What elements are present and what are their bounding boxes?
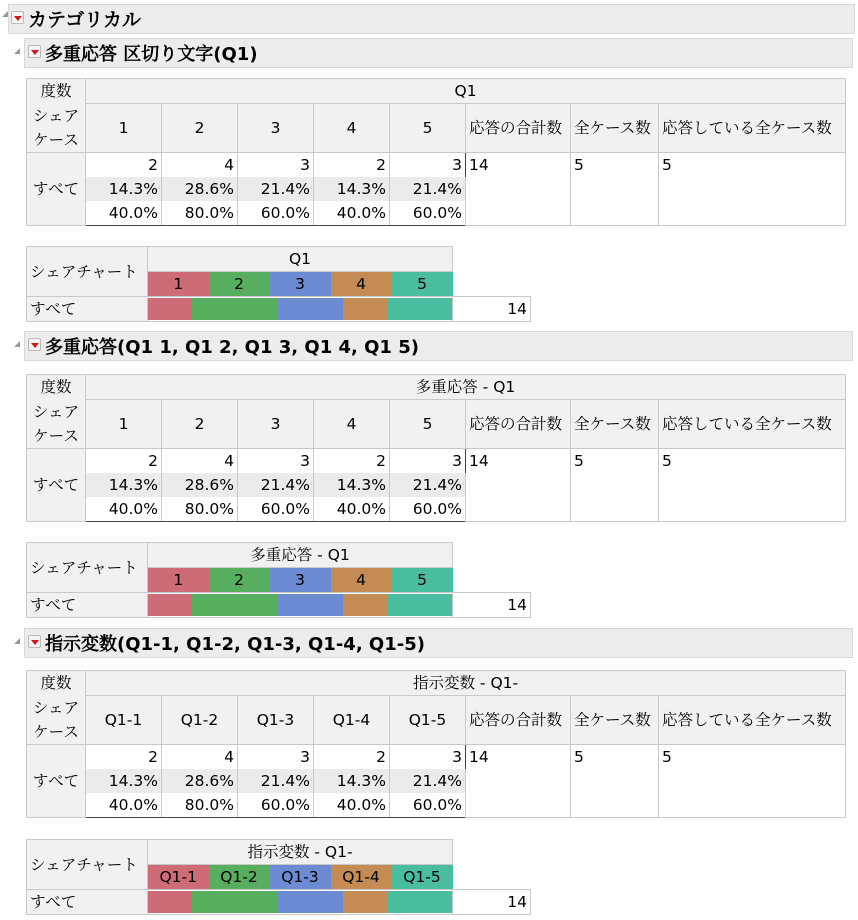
- share-cell: 28.6%: [162, 769, 238, 793]
- share-chart-title: 多重応答 - Q1: [148, 543, 453, 568]
- page-title: カテゴリカル: [28, 9, 142, 31]
- legend-entry: 5: [392, 272, 453, 297]
- case-pct-cell: 60.0%: [390, 201, 466, 226]
- corner-label-share: シェア: [27, 400, 86, 424]
- responding-cases-value: 5: [659, 152, 846, 225]
- group-header: 指示変数 - Q1-: [86, 671, 846, 696]
- legend-entry: Q1-1: [148, 865, 209, 890]
- legend-entry: 1: [148, 272, 209, 297]
- case-pct-cell: 80.0%: [162, 201, 238, 226]
- case-pct-cell: 40.0%: [86, 793, 162, 818]
- count-cell: 4: [162, 744, 238, 769]
- level-header: 1: [86, 104, 162, 153]
- level-header: 1: [86, 400, 162, 449]
- all-cases-value: 5: [571, 152, 659, 225]
- crosstab-table: [26, 374, 846, 522]
- case-pct-cell: 60.0%: [390, 793, 466, 818]
- corner-label-share: シェア: [27, 104, 86, 128]
- share-chart: [26, 839, 531, 915]
- total-responses-header: 応答の合計数: [466, 696, 571, 745]
- legend-entry: Q1-5: [392, 865, 453, 890]
- section-title: 多重応答(Q1 1, Q1 2, Q1 3, Q1 4, Q1 5): [45, 337, 419, 358]
- level-header: 2: [162, 400, 238, 449]
- share-chart-total: 14: [453, 890, 531, 915]
- share-bar-segment: [191, 891, 278, 913]
- level-header: Q1-4: [314, 696, 390, 745]
- level-header: 4: [314, 400, 390, 449]
- red-menu-icon[interactable]: [28, 635, 41, 648]
- share-bar-segment: [148, 298, 191, 320]
- legend-entry: Q1-3: [270, 865, 331, 890]
- share-chart-title: 指示変数 - Q1-: [148, 840, 453, 865]
- share-chart-title: Q1: [148, 247, 453, 272]
- share-chart-total: 14: [453, 593, 531, 618]
- share-chart-row-label: すべて: [27, 297, 148, 322]
- corner-label-cases: ケース: [27, 720, 86, 745]
- share-cell: 21.4%: [238, 769, 314, 793]
- row-label: すべて: [27, 152, 86, 225]
- disclosure-triangle-icon[interactable]: [14, 48, 20, 54]
- all-cases-header: 全ケース数: [571, 400, 659, 449]
- total-responses-value: 14: [466, 448, 571, 521]
- legend-entry: Q1-4: [331, 865, 392, 890]
- corner-label-count: 度数: [27, 79, 86, 104]
- legend-entry: 3: [270, 272, 331, 297]
- count-cell: 3: [390, 448, 466, 473]
- red-menu-icon[interactable]: [11, 11, 24, 24]
- share-bar-segment: [148, 891, 191, 913]
- corner-label-cases: ケース: [27, 424, 86, 449]
- count-cell: 2: [314, 744, 390, 769]
- corner-label-share: シェア: [27, 696, 86, 720]
- share-bar-segment: [278, 891, 343, 913]
- total-responses-header: 応答の合計数: [466, 400, 571, 449]
- corner-label-count: 度数: [27, 671, 86, 696]
- count-cell: 2: [86, 744, 162, 769]
- section-title: 指示変数(Q1-1, Q1-2, Q1-3, Q1-4, Q1-5): [45, 634, 425, 655]
- red-menu-icon[interactable]: [28, 45, 41, 58]
- share-chart-row-label: すべて: [27, 593, 148, 618]
- total-responses-header: 応答の合計数: [466, 104, 571, 153]
- responding-cases-header: 応答している全ケース数: [659, 104, 846, 153]
- share-chart-label: シェアチャート: [27, 840, 148, 890]
- case-pct-cell: 40.0%: [86, 497, 162, 522]
- count-cell: 3: [390, 744, 466, 769]
- crosstab-table: [26, 78, 846, 226]
- share-cell: 28.6%: [162, 473, 238, 497]
- level-header: Q1-3: [238, 696, 314, 745]
- share-bar-segment: [278, 594, 343, 616]
- share-bar-segment: [278, 298, 343, 320]
- legend-entry: Q1-2: [209, 865, 270, 890]
- stacked-share-bar: [148, 297, 453, 322]
- share-cell: 14.3%: [86, 769, 162, 793]
- case-pct-cell: 60.0%: [238, 201, 314, 226]
- share-chart: [26, 246, 531, 322]
- level-header: 2: [162, 104, 238, 153]
- total-responses-value: 14: [466, 152, 571, 225]
- share-cell: 14.3%: [86, 177, 162, 201]
- case-pct-cell: 60.0%: [390, 497, 466, 522]
- legend-entry: 2: [209, 272, 270, 297]
- legend-entry: 3: [270, 568, 331, 593]
- share-chart-label: シェアチャート: [27, 543, 148, 593]
- share-cell: 14.3%: [314, 177, 390, 201]
- all-cases-header: 全ケース数: [571, 696, 659, 745]
- count-cell: 2: [314, 448, 390, 473]
- case-pct-cell: 40.0%: [86, 201, 162, 226]
- group-header: Q1: [86, 79, 846, 104]
- share-cell: 14.3%: [314, 473, 390, 497]
- share-bar-segment: [191, 298, 278, 320]
- level-header: 5: [390, 400, 466, 449]
- count-cell: 4: [162, 152, 238, 177]
- share-chart-total: 14: [453, 297, 531, 322]
- case-pct-cell: 80.0%: [162, 793, 238, 818]
- share-bar-segment: [387, 298, 452, 320]
- case-pct-cell: 60.0%: [238, 793, 314, 818]
- count-cell: 2: [86, 152, 162, 177]
- level-header: 4: [314, 104, 390, 153]
- all-cases-value: 5: [571, 744, 659, 817]
- share-cell: 28.6%: [162, 177, 238, 201]
- row-label: すべて: [27, 448, 86, 521]
- count-cell: 3: [238, 744, 314, 769]
- share-bar-segment: [343, 594, 386, 616]
- level-header: 3: [238, 104, 314, 153]
- crosstab-table: [26, 670, 846, 818]
- share-bar-segment: [387, 891, 452, 913]
- share-cell: 21.4%: [390, 177, 466, 201]
- responding-cases-header: 応答している全ケース数: [659, 400, 846, 449]
- share-cell: 14.3%: [86, 473, 162, 497]
- level-header: Q1-2: [162, 696, 238, 745]
- disclosure-triangle-icon[interactable]: [14, 341, 20, 347]
- legend-entry: 4: [331, 568, 392, 593]
- corner-label-count: 度数: [27, 375, 86, 400]
- count-cell: 2: [86, 448, 162, 473]
- responding-cases-value: 5: [659, 448, 846, 521]
- group-header: 多重応答 - Q1: [86, 375, 846, 400]
- case-pct-cell: 80.0%: [162, 497, 238, 522]
- share-bar-segment: [191, 594, 278, 616]
- share-cell: 21.4%: [390, 473, 466, 497]
- legend-entry: 5: [392, 568, 453, 593]
- share-chart-row-label: すべて: [27, 890, 148, 915]
- disclosure-triangle-icon[interactable]: [14, 638, 20, 644]
- responding-cases-value: 5: [659, 744, 846, 817]
- total-responses-value: 14: [466, 744, 571, 817]
- responding-cases-header: 応答している全ケース数: [659, 696, 846, 745]
- section-title: 多重応答 区切り文字(Q1): [45, 44, 258, 65]
- count-cell: 3: [390, 152, 466, 177]
- share-cell: 21.4%: [238, 177, 314, 201]
- level-header: 5: [390, 104, 466, 153]
- corner-label-cases: ケース: [27, 128, 86, 153]
- share-cell: 21.4%: [238, 473, 314, 497]
- level-header: 3: [238, 400, 314, 449]
- level-header: Q1-1: [86, 696, 162, 745]
- share-bar-segment: [343, 298, 386, 320]
- case-pct-cell: 60.0%: [238, 497, 314, 522]
- legend-entry: 4: [331, 272, 392, 297]
- count-cell: 3: [238, 448, 314, 473]
- count-cell: 4: [162, 448, 238, 473]
- share-cell: 21.4%: [390, 769, 466, 793]
- case-pct-cell: 40.0%: [314, 201, 390, 226]
- red-menu-icon[interactable]: [28, 338, 41, 351]
- legend-entry: 1: [148, 568, 209, 593]
- share-bar-segment: [148, 594, 191, 616]
- count-cell: 2: [314, 152, 390, 177]
- stacked-share-bar: [148, 890, 453, 915]
- share-bar-segment: [387, 594, 452, 616]
- share-chart-label: シェアチャート: [27, 247, 148, 297]
- row-label: すべて: [27, 744, 86, 817]
- share-cell: 14.3%: [314, 769, 390, 793]
- all-cases-header: 全ケース数: [571, 104, 659, 153]
- case-pct-cell: 40.0%: [314, 793, 390, 818]
- case-pct-cell: 40.0%: [314, 497, 390, 522]
- all-cases-value: 5: [571, 448, 659, 521]
- count-cell: 3: [238, 152, 314, 177]
- level-header: Q1-5: [390, 696, 466, 745]
- stacked-share-bar: [148, 593, 453, 618]
- share-chart: [26, 542, 531, 618]
- legend-entry: 2: [209, 568, 270, 593]
- share-bar-segment: [343, 891, 386, 913]
